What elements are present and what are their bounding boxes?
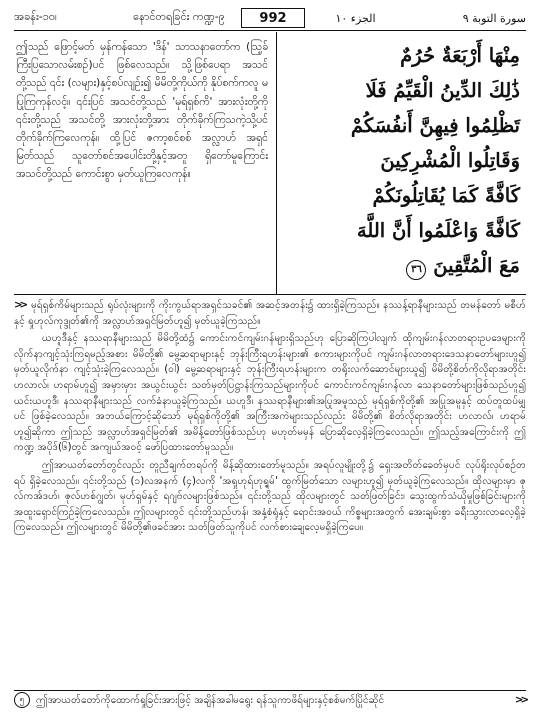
commentary <box>14 298 526 686</box>
translation-line: သူတော်စင်အပေါင်းတို့နှင့်အတူ ရှိတော်မူကြောင်း <box>72 150 268 163</box>
section-label: နောင်တရခြင်း ကဏ္ဍ-၉ <box>133 10 225 23</box>
verse-block <box>14 32 526 295</box>
arrow-continue-icon: >> <box>514 694 526 706</box>
arabic-line: وَقَاتِلُوا الْمُشْرِكِينَ <box>380 149 520 172</box>
arrow-marker-icon: >> <box>14 300 26 311</box>
burmese-translation <box>14 32 276 294</box>
translation-line: အားလုံးတို့ကို ၎င်းတို့သည် အသင်တို့ အားလုံးတို့အား <box>16 95 268 126</box>
footnote-text: ဤအာယတ်တော်ကိုထောက်ရှုခြင်းအားဖြင့် အချိန်အခါမရွေး ရန်သူကာဖိရ်များနှင့်စစ်မက်ပြိုင်ဆိုင် <box>36 694 385 706</box>
arabic-line <box>285 248 520 283</box>
page-number: 992 <box>241 8 305 28</box>
translation-line: ထို့ပြင် ဇကာ့စင်စစ် အလ္လာဟ် အရှင်မြတ်သည် <box>16 132 269 163</box>
arabic-line: كَافَّةً كَمَا يُقَاتِلُونَكُمْ <box>372 184 520 207</box>
arabic-text <box>276 32 526 294</box>
footnote-marker: ၅ <box>14 692 30 708</box>
translation-line: သာသနာတော်က (ဩ့ခ်ကြီးပြသောလမ်းစဉ်)ပင် <box>16 41 268 72</box>
footnote <box>14 690 526 709</box>
translation-line: အသင်တို့သည် ကောင်းစွာ မှတ်ယူကြလေကုန်။ <box>16 168 191 181</box>
commentary-paragraph <box>14 298 526 329</box>
commentary-paragraph: ဤအာယတ်တော်တွင်လည်း တူညီချက်တရပ်ကို မိန့်ဆိုထားတော်မူသည်။ အရပ်လူမျိုးတို့၌ ရှေးအတိတ်ခေတ်မှပင် လုပ်ရိုးလုပ်စဉ်တရပ် ရှိခဲ့လေသည်။ ၎င်းတို့သည် (၁)လအနက် (၄)လကို 'အရှုဟုရ်ဟုရ္ရမ်' ထွက်မြတ်သော လများဟူ၍ မှတ်ယူခဲ့ကြလေသည်။ ထိုလများမှာ ဇုလ်ကအ်ဒဟ်၊ ဇုလ်ဟစ်ဂျွတ်၊ မုဟ်ရှမ်နှင့် ရဂျဗ်လများဖြစ်သည်။ ၎င်းတို့သည် ထိုလများတွင် သတ်ဖြတ်ခြင်း၊ သွေးထွက်သံယိုမှုဖြစ်ခြင်းများကို အထူးရှောင်ကြဉ်ခဲ့ကြလေသည်။ ဤလများတွင် ၎င်းတို့သည်ဟန်၊ အနှံ့စံရုံနှင့် ရောင်းအဝယ် ကိစ္စများအတွက် အေးချမ်းစွာ ခရီးသွားလာလေ့ရှိခဲ့ကြလေသည်။ ဤလများတွင် မိမိတို့၏ဖခင်အား သတ်ဖြတ်သူကိုပင် လက်စားချေလေ့မရှိခဲ့ကြပေ။ <box>14 459 526 534</box>
translation-line: ဤသည် ဖြောင့်မတ် မှန်ကန်သော 'ဒိန်' <box>16 41 170 53</box>
juz-label: الجزء ١٠ <box>335 11 376 25</box>
commentary-paragraph: ယဟူဒီနှင့် နဿရာနီများသည် မိမိတို့ထံ၌ ကောင်းကင်ကျမ်းဂန်များရှိသည်ဟု ပြောဆိုကြပါလျက် ထိုကျမ်းဂန်လာတရားဥပဒေများကို လိုက်နာကျင့်သုံးကြရမည့်အစား မိမိတို့၏ မွေ့ဆရာများနှင့် ဘုန်းကြီးရဟန်းများ၏ စကားများကိုပင် ကျမ်းဂန်လာတရားဒေသနာတော်များဟူ၍ မှတ်ယူလိုက်နာ ကျင့်သုံးခဲ့ကြလေသည်။ (ဝါ) မွေ့ဆရာများနှင့် ဘုန်းကြီးရဟန်းများက တရိုးလက်ဆောင်များယူ၍ မိမိတို့စိတ်ကိုလိုရာအတိုင်း ဟလာလ်၊ ဟရာမ်ဟူ၍ အမှားမှား အယွင်းယွင်း သတ်မှတ်ပြဋ္ဌာန်းကြသည်များကိုပင် ကောင်းကင်ကျမ်းဂန်လာ သေနာတော်များဖြစ်သည်ဟူ၍ ယင်းယဟူဒီ၊ နဿရာနီများသည် လက်ခံနာယူခဲ့ကြသည်။ ယဟူဒီ၊ နဿရာနီများ၏အပြုအမူသည် မုရ်ရှစ်ကိုတို့၏ အပြုအမူနှင့် ထပ်တူထပ်မျှပင် ဖြစ်ခဲ့လေသည်။ အဘယ်ကြောင့်ဆိုသော် မုရ်ရှစ်ကိုတို့၏ အကြီးအကဲများသည်လည်း မိမိတို့၏ စိတ်လိုရာအတိုင်း ဟလာလ်၊ ဟရာမ်ဟူ၍ဆိုကာ ဤသည် အလ္လာဟ်အရှင်မြတ်၏ အမိန့်တော်ဖြစ်သည်ဟု မဟုတ်မမှန် ပြောဆိုလေ့ရှိခဲ့ကြလေသည်။ ဤသည့်အကြောင်းကို ဤကဏ္ဍ အပိုဒ်(၆)တွင် အကျယ်အဝင့် ဖော်ပြထားတော်မူသည်။ <box>14 333 526 454</box>
arabic-line: ذَٰلِكَ الدِّينُ الْقَيِّمُ فَلَا <box>365 79 520 102</box>
arabic-line: مِنْهَا أَرْبَعَةٌ حُرُمٌ <box>400 44 520 67</box>
verse-number-marker: ٣٦ <box>406 260 426 280</box>
translation-line: ဖြစ်လေသည်။ သို့ဖြစ်ပေရာ အသင်တို့သည် ၎င်း <box>16 59 268 90</box>
chapter-label: အခန်း-၁၀၊ <box>14 10 57 23</box>
surah-label: سورة التوبة ٩ <box>462 11 526 25</box>
arabic-line-text: مَعَ الْمُتَّقِينَ <box>433 254 520 277</box>
commentary-text: မုရ်ရှစ်ကိမ်များသည် ရုပ်လုံးများကို ကိုးကွယ်ရာအရှင်သခင်၏ အဆင့်အတန်း၌ ထားရှိခဲ့ကြသည်။ နဿန့်ရာနီများသည် တမန်တော် မစီဟ်နှင့် ရှုဟုလ်ကုဒ္ဒုတ်၏ကို အလ္လာဟ်အရှင်မြတ်ဟူ၍ မှတ်ယူခဲ့ကြသည်။ <box>14 300 526 327</box>
page-header <box>14 6 526 31</box>
translation-line: မပြုကြကုန်လင့်။ ၎င်းပြင် အသင်တို့သည် 'မုရ်ရှစ်ကိ' <box>16 77 268 108</box>
translation-line: (လများ)နှင့်စပ်လျဉ်း၍ မိမိတို့ကိုယ်ကို နိုပ်စက်ကလူ <box>67 77 259 90</box>
translation-line: တိုက်ခိုက်ကြသကဲ့သို့ပင် တိုက်ခိုက်ကြလေကုန်။ <box>16 113 268 145</box>
arabic-line: تَظْلِمُوا فِيهِنَّ أَنفُسَكُمْ <box>350 114 520 137</box>
arabic-line: كَافَّةً وَاعْلَمُوا أَنَّ اللَّهَ <box>356 219 520 242</box>
